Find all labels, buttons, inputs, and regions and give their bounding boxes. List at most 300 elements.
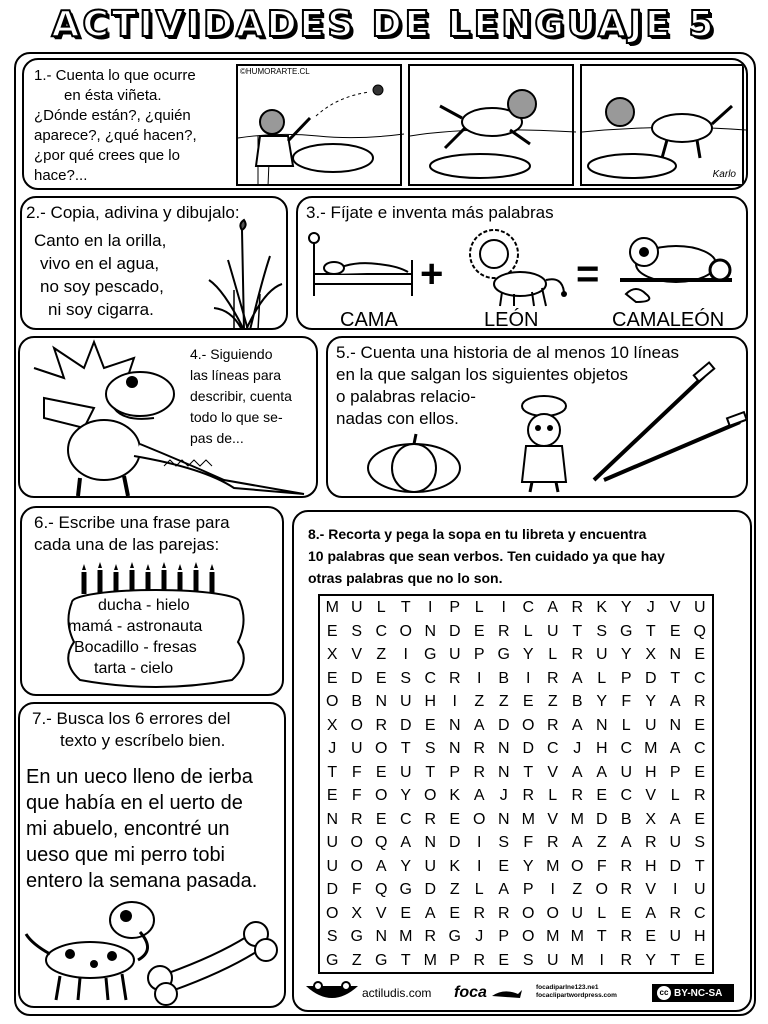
riddle-line-1: Canto en la orilla,	[34, 231, 167, 250]
activity-8-line-2: 10 palabras que sean verbos. Ten cuidado ya que hay	[308, 548, 665, 564]
word-search-cell: Z	[596, 834, 607, 851]
word-search-cell: A	[400, 834, 412, 851]
word-search-cell: I	[550, 881, 555, 898]
word-search-cell: L	[621, 716, 631, 734]
word-search-cell: N	[669, 716, 682, 734]
word-search-cell: O	[326, 693, 339, 710]
word-search-cell: U	[644, 716, 657, 734]
word-search-cell: R	[571, 646, 584, 663]
word-search-cell: D	[399, 716, 412, 734]
word-search-cell: R	[620, 928, 633, 945]
word-search-cell: H	[644, 857, 657, 875]
artist-signature: Karlo	[712, 169, 736, 180]
word-search-cell: D	[448, 622, 461, 640]
word-search-cell: S	[351, 622, 363, 640]
word-search-cell: E	[424, 716, 436, 734]
word-search-cell: A	[424, 904, 436, 922]
word-search-cell: E	[694, 716, 706, 734]
word-search-cell: X	[351, 904, 363, 922]
word-search-row	[320, 925, 712, 949]
word-search-cell: C	[693, 904, 706, 922]
word-search-cell: U	[693, 881, 706, 898]
word-search-cell: D	[497, 716, 510, 734]
word-search-cell: F	[351, 881, 362, 898]
activity-1-line-3: ¿Dónde están?, ¿quién	[34, 107, 191, 124]
word-search-grid	[318, 594, 714, 974]
word-search-cell: R	[350, 810, 363, 828]
activity-3-title: 3.- Fíjate e inventa más palabras	[306, 203, 554, 222]
error-text-line-1: En un ueco lleno de ierba	[26, 766, 253, 788]
word-search-cell: D	[448, 834, 461, 851]
word-search-cell: I	[501, 599, 506, 616]
word-search-cell: O	[571, 857, 584, 875]
word-search-cell: S	[498, 834, 510, 851]
word-search-cell: P	[620, 669, 632, 687]
chameleon-illustration	[616, 224, 736, 304]
word-search-cell: N	[326, 810, 339, 828]
word-search-cell: O	[424, 787, 437, 804]
word-search-cell: L	[548, 787, 558, 804]
soldier-throwing-illustration	[238, 66, 404, 188]
word-search-cell: Y	[645, 693, 657, 710]
word-search-cell: S	[596, 622, 608, 640]
word-search-cell: U	[693, 599, 706, 616]
word-search-cell: C	[522, 599, 535, 616]
word-search-cell: C	[375, 622, 388, 640]
word-search-cell: X	[326, 646, 338, 663]
word-search-cell: E	[498, 857, 510, 875]
page-title: ACTIVIDADES DE LENGUAJE 5	[51, 4, 717, 45]
word-search-cell: R	[571, 599, 584, 616]
word-search-cell: Z	[376, 646, 387, 663]
word-search-cell: V	[547, 810, 559, 828]
error-text-line-2: que había en el uerto de	[26, 792, 243, 814]
word-search-cell: A	[669, 693, 681, 710]
word-search-cell: G	[424, 646, 437, 663]
word-search-cell: S	[694, 834, 706, 851]
word-search-cell: O	[375, 787, 388, 804]
actiludis-logo-icon	[304, 980, 360, 1006]
word-search-cell: E	[694, 646, 706, 663]
word-search-cell: R	[497, 904, 510, 922]
elf-illustration	[504, 394, 584, 494]
error-text-line-4: ueso que mi perro tobi	[26, 844, 226, 866]
activity-4-line-1: 4.- Siguiendo	[190, 346, 273, 362]
word-search-cell: Y	[522, 857, 534, 875]
word-search-cell: C	[620, 787, 633, 804]
riddle-line-2: vivo en el agua,	[40, 254, 160, 273]
word-search-cell: M	[521, 810, 535, 828]
word-search-cell: U	[399, 693, 412, 710]
word-search-cell: E	[375, 810, 387, 828]
activity-1-line-5: ¿por qué crees que lo	[34, 147, 180, 164]
word-search-cell: A	[571, 669, 583, 687]
word-search-row	[320, 855, 712, 879]
word-search-cell: Y	[522, 646, 534, 663]
word-search-cell: J	[499, 787, 508, 804]
word-search-cell: E	[449, 810, 461, 828]
word-search-cell: L	[474, 881, 484, 898]
cc-license-badge	[652, 984, 734, 1002]
word-search-cell: R	[546, 669, 559, 687]
word-search-cell: U	[326, 834, 339, 851]
word-search-cell: G	[326, 951, 339, 969]
activity-5-box	[326, 336, 748, 498]
actiludis-site: actiludis.com	[362, 986, 432, 1000]
word-search-cell: A	[596, 763, 608, 781]
activity-1-line-4: aparece?, ¿qué hacen?,	[34, 127, 197, 144]
word-search-cell: R	[522, 787, 535, 804]
word-search-cell: R	[546, 834, 559, 851]
reeds-illustration	[204, 220, 284, 330]
foca-url-2: focaclipartwordpress.com	[536, 992, 617, 999]
word-search-cell: A	[645, 904, 657, 922]
word-search-cell: O	[473, 810, 486, 828]
word-search-cell: Y	[596, 693, 608, 710]
word-search-row	[320, 643, 712, 667]
word-search-cell: R	[644, 834, 657, 851]
word-search-cell: Z	[474, 693, 485, 710]
word-search-cell: Y	[400, 857, 412, 875]
word-search-cell: P	[449, 599, 461, 616]
word-camaleon: CAMALEÓN	[612, 309, 725, 330]
word-search-cell: J	[646, 599, 655, 616]
pair-1: ducha - hielo	[98, 597, 190, 614]
activity-2-title: 2.- Copia, adivina y dibujalo:	[26, 203, 240, 222]
word-search-cell: U	[669, 928, 682, 945]
word-search-cell: D	[595, 810, 608, 828]
riddle-line-3: no soy pescado,	[40, 277, 164, 296]
word-search-cell: C	[399, 810, 412, 828]
word-search-cell: V	[669, 599, 681, 616]
activity-3-box	[296, 196, 748, 330]
word-search-cell: H	[595, 740, 608, 757]
word-search-cell: R	[497, 622, 510, 640]
word-search-cell: F	[523, 834, 534, 851]
word-search-cell: Q	[693, 622, 706, 640]
word-search-cell: A	[620, 834, 632, 851]
word-search-cell: S	[424, 740, 436, 757]
word-search-cell: T	[670, 951, 681, 969]
word-search-cell: G	[350, 928, 363, 945]
word-search-cell: K	[449, 857, 461, 875]
word-search-cell: L	[474, 599, 484, 616]
word-search-cell: E	[375, 669, 387, 687]
word-search-cell: A	[547, 599, 559, 616]
word-search-row	[320, 831, 712, 855]
word-search-cell: R	[375, 716, 388, 734]
word-search-cell: O	[522, 904, 535, 922]
word-search-cell: H	[644, 763, 657, 781]
activity-4-line-3: describir, cuenta	[190, 388, 292, 404]
word-search-cell: U	[620, 763, 633, 781]
footer	[296, 978, 746, 1010]
word-search-cell: B	[498, 669, 510, 687]
word-search-cell: T	[596, 928, 607, 945]
word-search-cell: N	[424, 622, 437, 640]
word-search-cell: G	[448, 928, 461, 945]
activity-6-line-1: 6.- Escribe una frase para	[34, 513, 230, 532]
word-search-cell: M	[570, 928, 584, 945]
word-search-cell: T	[425, 763, 436, 781]
word-search-cell: T	[670, 669, 681, 687]
dog-jumping-illustration	[410, 66, 576, 188]
word-search-cell: X	[645, 810, 657, 828]
word-search-cell: R	[620, 881, 633, 898]
word-search-cell: A	[571, 716, 583, 734]
word-search-cell: N	[497, 810, 510, 828]
word-search-cell: R	[693, 693, 706, 710]
word-search-cell: T	[400, 740, 411, 757]
word-search-cell: A	[375, 857, 387, 875]
word-search-cell: N	[375, 693, 388, 710]
word-search-cell: Y	[620, 646, 632, 663]
comic-panel-2	[408, 64, 574, 186]
word-search-row	[320, 737, 712, 761]
word-search-cell: E	[473, 622, 485, 640]
word-search-cell: X	[326, 716, 338, 734]
word-search-cell: C	[693, 669, 706, 687]
word-search-cell: F	[621, 693, 632, 710]
word-search-cell: Q	[375, 834, 388, 851]
word-search-cell: V	[351, 646, 363, 663]
word-search-cell: N	[448, 716, 461, 734]
word-search-cell: Y	[400, 787, 412, 804]
word-search-cell: N	[448, 740, 461, 757]
word-search-row	[320, 878, 712, 902]
error-text-line-5: entero la semana pasada.	[26, 870, 258, 892]
word-search-cell: R	[448, 669, 461, 687]
word-search-cell: O	[399, 622, 412, 640]
word-search-cell: U	[399, 763, 412, 781]
word-search-cell: B	[351, 693, 363, 710]
word-search-cell: A	[473, 787, 485, 804]
word-search-cell: P	[498, 928, 510, 945]
word-search-cell: O	[375, 740, 388, 757]
word-search-cell: T	[327, 763, 338, 781]
activity-8-line-1: 8.- Recorta y pega la sopa en tu libreta y encuentra	[308, 526, 647, 542]
equals-sign: =	[576, 252, 600, 296]
activity-7-line-2: texto y escríbelo bien.	[60, 731, 226, 750]
bed-illustration	[308, 230, 418, 300]
word-search-cell: F	[596, 857, 607, 875]
activity-4-line-5: pas de...	[190, 430, 244, 446]
word-search-cell: P	[449, 763, 461, 781]
word-search-row	[320, 949, 712, 973]
comic-panel-1	[236, 64, 402, 186]
word-search-cell: F	[351, 787, 362, 804]
word-search-cell: Z	[572, 881, 583, 898]
activity-2-box	[20, 196, 288, 330]
word-search-cell: N	[375, 928, 388, 945]
word-search-cell: E	[375, 763, 387, 781]
word-search-cell: D	[424, 881, 437, 898]
word-search-cell: E	[326, 787, 338, 804]
word-search-cell: I	[452, 693, 457, 710]
word-search-cell: N	[595, 716, 608, 734]
lion-illustration	[458, 226, 568, 306]
word-cama: CAMA	[340, 309, 398, 330]
word-search-cell: O	[326, 904, 339, 922]
word-search-row	[320, 714, 712, 738]
word-search-cell: N	[424, 834, 437, 851]
word-search-cell: R	[424, 928, 437, 945]
word-search-cell: L	[523, 622, 533, 640]
foca-url-1: focadiparlne123.ne1	[536, 984, 599, 991]
word-search-cell: T	[400, 951, 411, 969]
word-search-cell: I	[428, 599, 433, 616]
pair-2: mamá - astronauta	[68, 618, 203, 635]
word-search-cell: C	[693, 740, 706, 757]
word-search-cell: E	[449, 904, 461, 922]
word-search-cell: A	[669, 740, 681, 757]
activity-4-box	[18, 336, 318, 498]
word-search-row	[320, 902, 712, 926]
word-search-cell: I	[477, 834, 482, 851]
activity-5-line-3: o palabras relacio-	[336, 387, 476, 406]
word-search-cell: E	[498, 951, 510, 969]
word-search-cell: O	[350, 857, 363, 875]
word-search-cell: T	[572, 622, 583, 640]
word-search-cell: A	[473, 716, 485, 734]
word-search-cell: A	[571, 763, 583, 781]
word-search-cell: E	[694, 951, 706, 969]
word-search-cell: M	[546, 928, 560, 945]
word-search-row	[320, 596, 712, 620]
word-search-cell: A	[498, 881, 510, 898]
word-search-cell: M	[325, 599, 339, 616]
word-search-cell: E	[694, 763, 706, 781]
word-search-cell: C	[546, 740, 559, 757]
word-search-cell: I	[526, 669, 531, 687]
word-search-cell: G	[375, 951, 388, 969]
crutches-illustration	[584, 362, 744, 482]
word-search-cell: I	[673, 881, 678, 898]
word-search-cell: J	[328, 740, 337, 757]
word-search-row	[320, 784, 712, 808]
word-search-cell: K	[449, 787, 461, 804]
word-search-cell: M	[570, 951, 584, 969]
activity-5-line-4: nadas con ellos.	[336, 409, 459, 428]
word-search-cell: A	[571, 834, 583, 851]
word-search-cell: E	[522, 693, 534, 710]
activity-7-line-1: 7.- Busca los 6 errores del	[32, 709, 231, 728]
pair-4: tarta - cielo	[94, 660, 174, 677]
word-search-cell: L	[376, 599, 386, 616]
word-search-cell: Z	[547, 693, 558, 710]
word-search-cell: P	[473, 646, 485, 663]
word-search-cell: V	[375, 904, 387, 922]
word-search-cell: Z	[498, 693, 509, 710]
activity-1-line-6: hace?...	[34, 167, 88, 184]
word-search-cell: S	[400, 669, 412, 687]
activity-7-box	[18, 702, 286, 1008]
word-search-cell: V	[645, 787, 657, 804]
activity-1-line-1: 1.- Cuenta lo que ocurre	[34, 67, 196, 84]
word-search-cell: D	[669, 857, 682, 875]
word-search-cell: R	[473, 740, 486, 757]
activity-5-line-1: 5.- Cuenta una historia de al menos 10 líneas	[336, 343, 680, 362]
word-search-cell: R	[571, 787, 584, 804]
word-search-cell: D	[522, 740, 535, 757]
copyright-text: ©HUMORARTE.CL	[240, 67, 310, 76]
word-search-cell: E	[596, 787, 608, 804]
word-search-cell: E	[694, 810, 706, 828]
word-search-cell: U	[326, 857, 339, 875]
word-search-cell: R	[620, 857, 633, 875]
word-search-cell: N	[497, 740, 510, 757]
word-search-cell: G	[497, 646, 510, 663]
word-leon: LEÓN	[484, 309, 539, 330]
license-text: BY-NC-SA	[674, 987, 723, 999]
word-search-cell: O	[595, 881, 608, 898]
activity-1-line-2: en ésta viñeta.	[64, 87, 162, 104]
word-search-cell: U	[595, 646, 608, 663]
word-search-cell: E	[669, 622, 681, 640]
word-search-row	[320, 620, 712, 644]
word-search-cell: I	[477, 669, 482, 687]
activity-4-line-2: las líneas para	[190, 367, 282, 383]
word-search-cell: L	[597, 904, 607, 922]
word-search-cell: T	[645, 622, 656, 640]
word-search-cell: A	[669, 810, 681, 828]
word-search-cell: F	[351, 763, 362, 781]
word-search-cell: Y	[620, 599, 632, 616]
word-search-cell: P	[522, 881, 534, 898]
error-text-line-3: mi abuelo, encontré un	[26, 818, 230, 840]
word-search-cell: L	[548, 646, 558, 663]
word-search-cell: J	[475, 928, 484, 945]
word-search-cell: B	[620, 810, 632, 828]
riddle-line-4: ni soy cigarra.	[48, 300, 154, 319]
word-search-cell: O	[546, 904, 559, 922]
foca-logo-icon	[492, 988, 522, 1002]
foca-logo: foca	[454, 984, 487, 1001]
word-search-cell: U	[546, 951, 559, 969]
word-search-cell: R	[473, 904, 486, 922]
word-search-cell: M	[644, 740, 658, 757]
word-search-cell: M	[399, 928, 413, 945]
word-search-cell: Y	[645, 951, 657, 969]
pumpkin-illustration	[364, 430, 464, 498]
word-search-cell: D	[644, 669, 657, 687]
word-search-row	[320, 690, 712, 714]
word-search-cell: V	[645, 881, 657, 898]
word-search-cell: S	[522, 951, 534, 969]
cc-icon: cc	[657, 986, 671, 1000]
word-search-cell: S	[326, 928, 338, 945]
activity-6-line-2: cada una de las parejas:	[34, 535, 220, 554]
word-search-cell: U	[424, 857, 437, 875]
word-search-cell: R	[473, 951, 486, 969]
word-search-cell: O	[522, 928, 535, 945]
word-search-cell: M	[546, 857, 560, 875]
comic-panel-3	[580, 64, 744, 186]
word-search-cell: E	[620, 904, 632, 922]
activity-5-line-2: en la que salgan los siguientes objetos	[336, 365, 629, 384]
activity-4-line-4: todo lo que se-	[190, 409, 283, 425]
word-search-cell: U	[571, 904, 584, 922]
word-search-cell: R	[473, 763, 486, 781]
word-search-cell: C	[424, 669, 437, 687]
word-search-cell: U	[350, 740, 363, 757]
word-search-cell: E	[326, 622, 338, 640]
word-search-cell: N	[497, 763, 510, 781]
word-search-cell: R	[424, 810, 437, 828]
word-search-cell: O	[350, 716, 363, 734]
pair-3: Bocadillo - fresas	[74, 639, 197, 656]
activity-8-line-3: otras palabras que no lo son.	[308, 570, 503, 586]
